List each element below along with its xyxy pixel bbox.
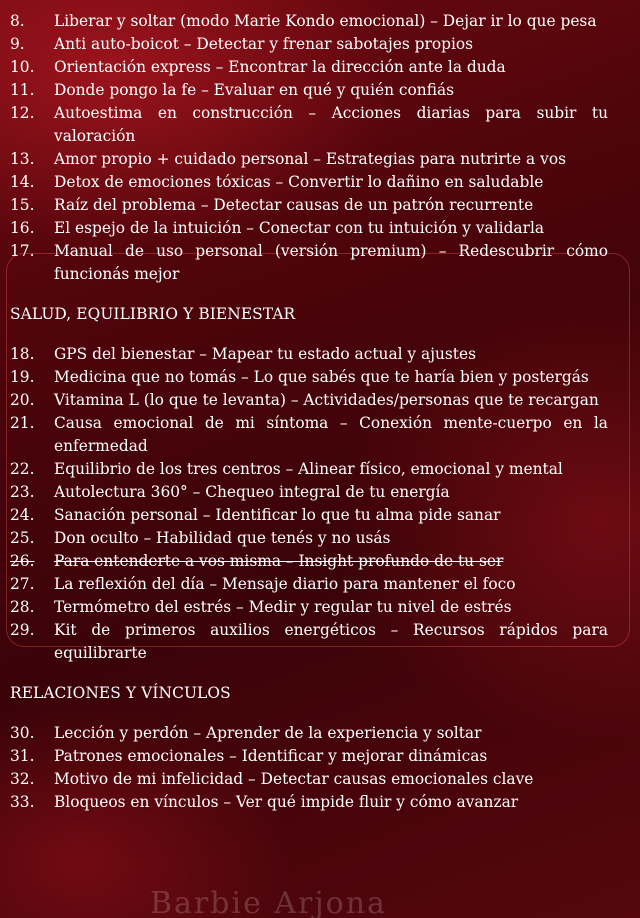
item-text: Bloqueos en vínculos – Ver qué impide fluir y cómo avanzar <box>54 793 519 811</box>
item-number: 16. <box>10 219 35 237</box>
list-item <box>10 481 608 504</box>
item-text: Amor propio + cuidado personal – Estrategias para nutrirte a vos <box>54 150 566 168</box>
item-number: 29. <box>10 621 35 639</box>
item-text: La reflexión del día – Mensaje diario para mantener el foco <box>54 575 516 593</box>
list-item <box>10 194 608 217</box>
item-text: El espejo de la intuición – Conectar con tu intuición y validarla <box>54 219 545 237</box>
item-number: 14. <box>10 173 35 191</box>
item-number: 8. <box>10 12 25 30</box>
item-text: Kit de primeros auxilios energéticos – Recursos rápidos para equilibrarte <box>54 621 608 662</box>
list-item <box>10 389 608 412</box>
list-item <box>10 366 608 389</box>
item-number: 15. <box>10 196 35 214</box>
section-title-salud: SALUD, EQUILIBRIO Y BIENESTAR <box>10 305 296 323</box>
item-number: 19. <box>10 368 35 386</box>
item-number: 17. <box>10 242 35 260</box>
item-number: 22. <box>10 460 35 478</box>
list-item <box>10 79 608 102</box>
item-number: 25. <box>10 529 35 547</box>
list-item <box>10 10 608 33</box>
list-item <box>10 171 608 194</box>
item-number: 31. <box>10 747 35 765</box>
list-item <box>10 745 608 768</box>
list-item <box>10 550 608 573</box>
item-number: 21. <box>10 414 35 432</box>
item-text: GPS del bienestar – Mapear tu estado actual y ajustes <box>54 345 476 363</box>
item-number: 11. <box>10 81 35 99</box>
item-number: 13. <box>10 150 35 168</box>
item-number: 20. <box>10 391 35 409</box>
item-text: Vitamina L (lo que te levanta) – Actividades/personas que te recargan <box>54 391 599 409</box>
item-text: Equilibrio de los tres centros – Alinear físico, emocional y mental <box>54 460 563 478</box>
item-text: Para entenderte a vos misma – Insight profundo de tu ser <box>54 552 504 570</box>
list-item <box>10 527 608 550</box>
item-text: Autolectura 360° – Chequeo integral de tu energía <box>54 483 450 501</box>
list-item <box>10 791 608 814</box>
list-item <box>10 343 608 366</box>
document-content <box>10 10 608 814</box>
item-text: Liberar y soltar (modo Marie Kondo emocional) – Dejar ir lo que pesa <box>54 12 597 30</box>
item-text: Donde pongo la fe – Evaluar en qué y quién confiás <box>54 81 455 99</box>
list-item <box>10 412 608 458</box>
item-text: Orientación express – Encontrar la dirección ante la duda <box>54 58 506 76</box>
list-item <box>10 458 608 481</box>
item-number: 9. <box>10 35 25 53</box>
item-number: 10. <box>10 58 35 76</box>
item-number: 23. <box>10 483 35 501</box>
item-text: Autoestima en construcción – Acciones diarias para subir tu valoración <box>54 104 608 145</box>
list-item <box>10 573 608 596</box>
item-text: Termómetro del estrés – Medir y regular tu nivel de estrés <box>54 598 512 616</box>
item-text: Causa emocional de mi síntoma – Conexión mente-cuerpo en la enfermedad <box>54 414 608 455</box>
list-item <box>10 504 608 527</box>
list-block-2 <box>10 343 608 665</box>
item-number: 28. <box>10 598 35 616</box>
list-item <box>10 619 608 665</box>
item-text: Anti auto-boicot – Detectar y frenar sabotajes propios <box>54 35 474 53</box>
list-block-1 <box>10 10 608 286</box>
list-block-3 <box>10 722 608 814</box>
item-text: Raíz del problema – Detectar causas de un patrón recurrente <box>54 196 534 214</box>
item-text: Medicina que no tomás – Lo que sabés que te haría bien y postergás <box>54 368 589 386</box>
item-text: Manual de uso personal (versión premium) – Redescubrir cómo funcionás mejor <box>54 242 608 283</box>
list-item <box>10 33 608 56</box>
list-item <box>10 240 608 286</box>
item-number: 27. <box>10 575 35 593</box>
item-text: Patrones emocionales – Identificar y mejorar dinámicas <box>54 747 488 765</box>
watermark-logo: Barbie Arjona <box>150 886 387 918</box>
list-item <box>10 768 608 791</box>
item-text: Lección y perdón – Aprender de la experiencia y soltar <box>54 724 482 742</box>
item-number: 18. <box>10 345 35 363</box>
item-text: Sanación personal – Identificar lo que tu alma pide sanar <box>54 506 501 524</box>
item-text: Don oculto – Habilidad que tenés y no usás <box>54 529 391 547</box>
section-title-relaciones: RELACIONES Y VÍNCULOS <box>10 684 231 702</box>
list-item <box>10 148 608 171</box>
item-number: 24. <box>10 506 35 524</box>
list-item <box>10 722 608 745</box>
item-number: 26. <box>10 552 35 570</box>
item-text: Detox de emociones tóxicas – Convertir lo dañino en saludable <box>54 173 544 191</box>
list-item <box>10 102 608 148</box>
list-item <box>10 56 608 79</box>
item-number: 32. <box>10 770 35 788</box>
item-number: 12. <box>10 104 35 122</box>
list-item <box>10 596 608 619</box>
item-text: Motivo de mi infelicidad – Detectar causas emocionales clave <box>54 770 534 788</box>
item-number: 33. <box>10 793 35 811</box>
list-item <box>10 217 608 240</box>
item-number: 30. <box>10 724 35 742</box>
